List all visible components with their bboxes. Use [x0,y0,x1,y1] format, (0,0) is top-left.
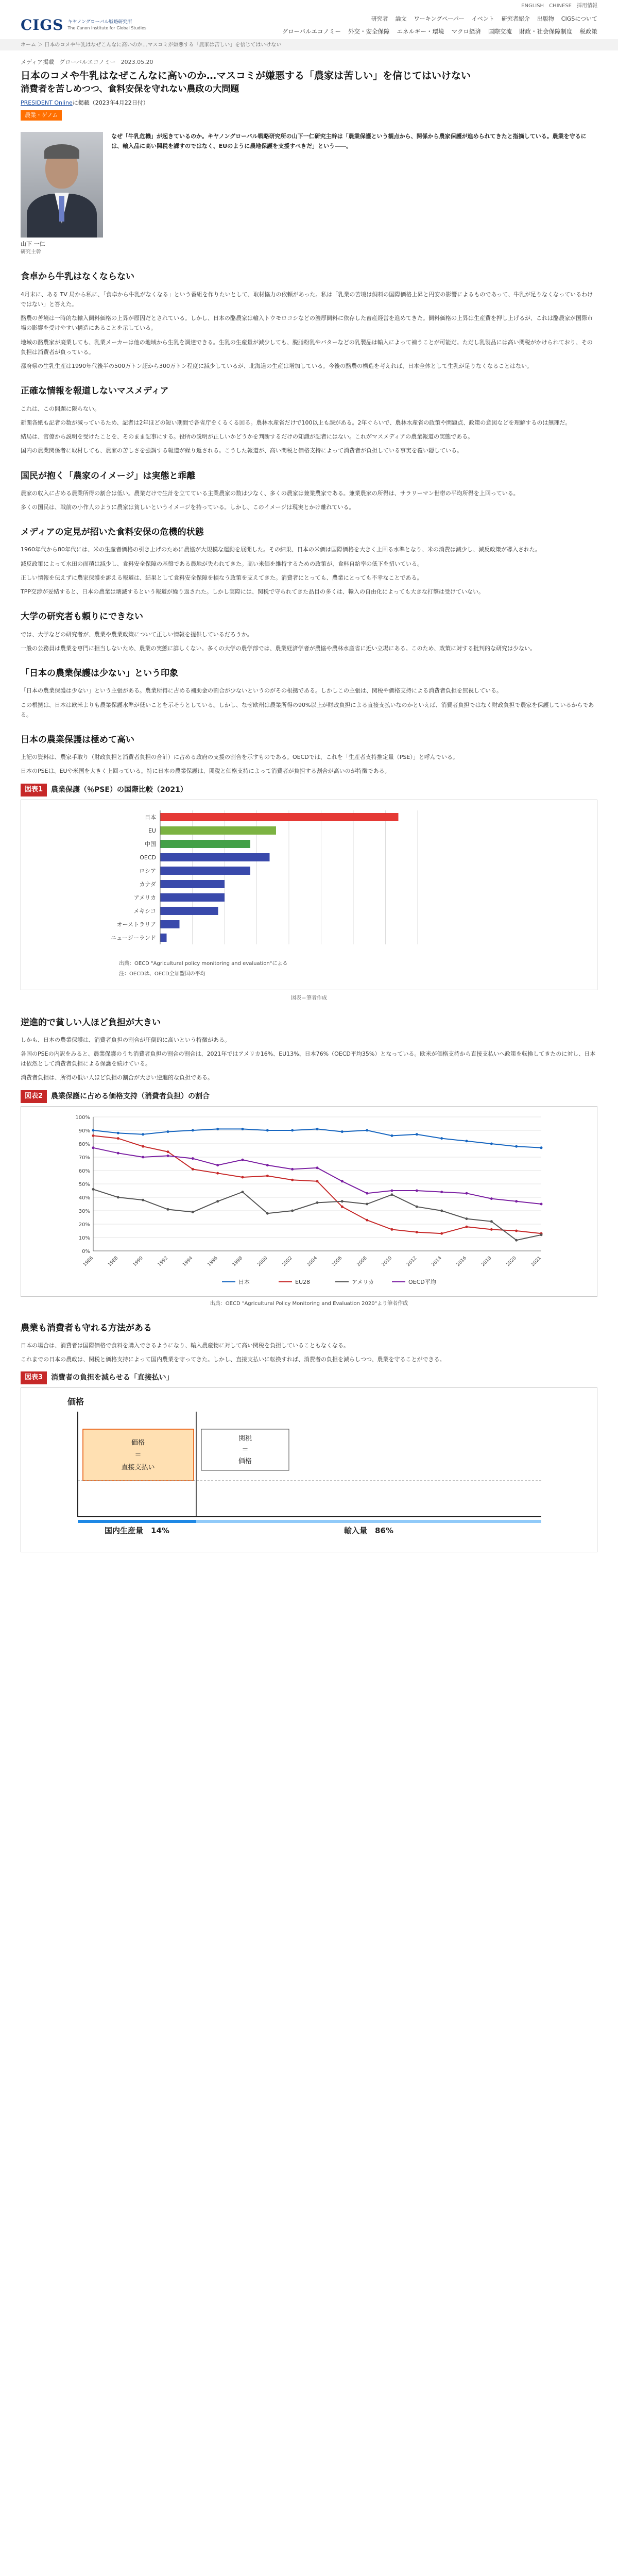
paragraph: 正しい情報を伝えずに農家保護を訴える報道は、結果として食料安全保障を損なう政策を支えてきた。消費者にとっても、農業にとっても不幸なことである。 [21,574,423,581]
x-tick-label: 1994 [182,1255,194,1267]
logo-text [68,20,147,31]
x-tick-label: 1990 [132,1255,144,1267]
data-point [515,1145,518,1147]
data-point [440,1137,443,1140]
data-point [117,1131,119,1134]
figure-1-note-1: 出典：OECD "Agricultural policy monitoring and evaluation"による [119,960,288,967]
logo-mark: CIGS [21,16,64,33]
data-point [440,1209,443,1212]
section-heading: 大学の研究者も頼りにできない [21,612,143,622]
top-links [0,0,618,9]
tariff-text: ＝ [242,1446,249,1454]
data-point [366,1202,368,1205]
paragraph: では、大学などの研究者が、農業や農業政策について正しい情報を提供しているだろうか。 [21,631,253,638]
x-tick-label: 1992 [157,1255,169,1267]
top-link-recruit[interactable]: 採用情報 [577,3,597,9]
paragraph: 1960年代から80年代には、米の生産者価格の引き上げのために農協が大規模な運動を展開した。その結果、日本の米価は国際価格を大きく上回る水準となり、米の消費は減少し、減反政策が導入された。 [21,546,541,553]
article-subtitle: 消費者を苦しめつつ、食料安保を守れない農政の大問題 [21,84,239,95]
article-meta [21,58,597,67]
nav-international[interactable]: 国際交流 [488,27,512,35]
logo-en: The Canon Institute for Global Studies [67,25,147,30]
article-body-b1 [21,1016,597,1083]
section-heading: 国民が抱く「農家のイメージ」は実態と乖離 [21,470,196,481]
category-label: EU [148,827,156,834]
paragraph: しかも、日本の農業保護は、消費者負担の割合が圧倒的に高いという特徴がある。 [21,1036,230,1043]
figure-1-label: 図表1 [21,784,47,796]
data-point [216,1172,219,1174]
data-point [540,1233,543,1236]
x-tick-label: 2006 [331,1255,344,1267]
data-point [515,1200,518,1202]
x-tick-label: 2008 [356,1255,368,1267]
category-label: メキシコ [133,907,156,914]
nav-working-papers[interactable]: ワーキングペーパー [414,15,465,22]
paragraph: 「日本の農業保護は少ない」という主張がある。農業所得に占める補助金の割合が少ないというのがその根拠である。しかしこの主張は、関税や価格支持による消費者負担を無視している。 [21,687,502,694]
y-tick-label: 30% [78,1208,90,1214]
section-heading: 「日本の農業保護は少ない」という印象 [21,668,178,679]
data-point [242,1176,244,1178]
data-point [490,1220,493,1223]
nav-researchers[interactable]: 研究者 [371,15,388,22]
y-tick-label: 60% [78,1168,90,1174]
data-point [416,1231,418,1233]
data-point [216,1127,219,1130]
x-tick-label: 2021 [530,1255,543,1267]
figure-1-title: 農業保護（％PSE）の国際比較（2021） [51,785,187,794]
data-point [366,1218,368,1221]
import-bar [196,1520,541,1523]
legend-label: 日本 [238,1278,250,1285]
section-heading: 逆進的で貧しい人ほど負担が大きい [21,1017,161,1028]
figure-3-caption [21,1371,597,1384]
x-tick-label: 1998 [231,1255,244,1267]
data-point [142,1133,144,1136]
x-tick-label: 2020 [505,1255,518,1267]
direct-payment-text: 価格 [131,1439,145,1447]
data-point [266,1129,269,1131]
category-label: カナダ [139,880,156,888]
data-point [216,1164,219,1166]
data-point [117,1151,119,1154]
data-point [316,1180,319,1182]
nav-tax[interactable]: 税政策 [579,27,597,35]
x-tick-label: 2016 [455,1255,468,1267]
y-tick-label: 70% [78,1155,90,1161]
price-support-line-chart [26,1112,592,1290]
paragraph: 農家の収入に占める農業所得の割合は低い。農業だけで生計を立てている主業農家の数は少なく、多くの農家は兼業農家である。兼業農家の所得は、サラリーマン世帯の平均所得を上回っている。 [21,489,519,497]
bar [160,907,218,915]
figure-3-title: 消費者の負担を減らせる「直接払い」 [51,1374,174,1382]
section-heading: 食卓から牛乳はなくならない [21,272,134,282]
data-point [391,1134,393,1137]
y-tick-label: 50% [78,1181,90,1188]
pse-bar-chart [26,805,592,955]
data-point [416,1133,418,1136]
nav-energy[interactable]: エネルギー・環境 [397,27,444,35]
nav-publications[interactable]: 出版物 [537,15,554,22]
y-tick-label: 80% [78,1141,90,1147]
nav-papers[interactable]: 論文 [395,15,407,22]
nav-events[interactable]: イベント [471,15,494,22]
breadcrumb[interactable]: ホーム ＞ 日本のコメや牛乳はなぜこんなに高いのか…マスコミが嫌悪する「農家は苦しい」を信じてはいけない [0,39,618,50]
data-point [466,1225,468,1228]
bar [160,934,167,942]
y-tick-label: 90% [78,1128,90,1134]
figure-1-caption [21,784,597,796]
y-tick-label: 100% [75,1114,90,1121]
site-logo[interactable] [21,14,175,37]
x-tick-label: 2004 [306,1255,319,1267]
nav-researcher-profiles[interactable]: 研究者紹介 [501,15,530,22]
bar [160,893,225,902]
data-point [291,1129,294,1131]
data-point [142,1156,144,1158]
data-point [242,1158,244,1161]
x-tick-label: 1988 [107,1255,119,1267]
data-point [192,1157,194,1160]
data-point [540,1146,543,1149]
category-label: ニュージーランド [111,934,156,941]
article-source [21,98,597,108]
paragraph: TPP交渉が妥結すると、日本の農業は壊滅するという報道が繰り返された。しかし実際には、関税で守られてきた品目の多くは、輸入の自由化によっても大きな打撃は受けていない。 [21,588,484,596]
data-point [391,1189,393,1192]
data-point [440,1191,443,1193]
data-point [117,1137,119,1140]
topic-tag[interactable]: 農業・ゲノム [21,110,62,121]
figure-1-note-2: 注：OECDは、OECD全加盟国の平均 [119,971,205,977]
data-point [316,1166,319,1169]
topic-nav [282,27,597,36]
x-tick-label: 2018 [480,1255,493,1267]
data-point [316,1201,319,1204]
data-point [490,1142,493,1145]
paragraph: この根拠は、日本は欧米よりも農業保護水準が低いことを示そうとしている。しかし、なぜ欧州は農業所得の90%以上が財政負担による直接支払いなのかといえば、消費者負担ではなく財政負担で農家を保護しているからである。 [21,701,594,718]
data-point [391,1193,393,1196]
category-label: 日本 [145,814,156,821]
source-link[interactable]: PRESIDENT Online [21,99,73,106]
section-heading: 日本の農業保護は極めて高い [21,735,134,745]
paragraph: 減反政策によって水田の面積は減少し、食料安全保障の基盤である農地が失われてきた。高い米価を維持するための政策が、食料自給率の低下を招いている。 [21,560,423,567]
data-point [92,1188,95,1190]
article-body-b2 [21,1321,597,1365]
domestic-label: 国内生産量 14% [105,1526,169,1535]
paragraph: 一般の公務員は農業を専門に担当しないため、農業の実態に詳しくない。多くの大学の農学部では、農業経済学者が農協や農林水産省に近い立場にある。このため、政策に対する批判的な研究は少ない。 [21,645,536,652]
paragraph: 地域の酪農家が廃業しても、乳業メーカーは他の地域から生乳を調達できる。生乳の生産量が減少しても、脱脂粉乳やバターなどの乳製品は輸入によって補うことが可能だ。ただし乳製品には高い関税がかけられており、その負担は消費者が負っている。 [21,338,593,355]
nav-about[interactable]: CIGSについて [561,15,597,22]
data-point [391,1228,393,1230]
paragraph: これは、この問題に限らない。 [21,405,100,412]
category-label: アメリカ [133,894,156,901]
direct-payment-text: ＝ [134,1451,142,1459]
category-label: オーストラリア [116,921,156,928]
direct-payment-text: 直接支払い [121,1464,155,1471]
data-point [192,1211,194,1213]
import-label: 輸入量 86% [344,1526,393,1535]
article-body-a [21,270,597,776]
series-line [93,1136,541,1233]
data-point [490,1197,493,1200]
primary-nav [371,14,597,24]
paragraph: 各国のPSEの内訳をみると、農業保護のうち消費者負担の割合の割合は、2021年ではアメリカ16%、EU13%、日本76%（OECD平均35%）となっている。欧米が価格支持から直接支払いへ政策を転換してきたのに対し、日本は依然として消費者負担による保護を続けている。 [21,1050,596,1067]
figure-2 [21,1106,597,1297]
data-point [142,1198,144,1201]
nav-diplomacy[interactable]: 外交・安全保障 [348,27,390,35]
site-header [0,9,618,39]
section-heading: 正確な情報を報道しないマスメディア [21,386,169,397]
data-point [291,1167,294,1170]
data-point [92,1129,95,1131]
legend-label: アメリカ [352,1278,374,1285]
data-point [341,1200,344,1202]
nav-macro[interactable]: マクロ経済 [451,27,481,35]
series-line [93,1147,541,1204]
x-tick-label: 1986 [82,1255,95,1267]
x-tick-label: 2010 [381,1255,393,1267]
bar [160,813,399,821]
data-point [242,1127,244,1130]
diagram-y-label: 価格 [67,1397,84,1406]
data-point [291,1178,294,1181]
bar [160,880,225,888]
paragraph: これまでの日本の農政は、関税と価格支持によって国内農業を守ってきた。しかし、直接支払いに転換すれば、消費者の負担を減らしつつ、農業を守ることができる。 [21,1355,445,1363]
article-title: 日本のコメや牛乳はなぜこんなに高いのか…マスコミが嫌悪する「農家は苦しい」を信じてはいけない [21,70,471,81]
author-photo [21,132,103,238]
author-title: 研究主幹 [21,249,41,256]
data-point [540,1202,543,1205]
series-line [93,1189,541,1240]
data-point [316,1127,319,1130]
figure-2-caption [21,1090,597,1103]
paragraph: 都府県の生乳生産は1990年代後半の500万トン超から300万トン程度に減少しているが、北海道の生産は増加している。今後の酪農の構造を考えれば、日本全体として生乳が足りなくなることはない。 [21,363,533,370]
direct-payment-diagram [26,1393,592,1548]
data-point [466,1192,468,1194]
data-point [466,1217,468,1220]
data-point [416,1189,418,1192]
data-point [341,1130,344,1133]
x-tick-label: 2014 [431,1255,443,1267]
source-rest: に掲載（2023年4月22日付） [72,99,149,106]
figure-2-label: 図表2 [21,1090,47,1103]
data-point [142,1145,144,1147]
data-point [291,1209,294,1212]
bar [160,840,250,848]
figure-3-label: 図表3 [21,1371,47,1384]
figure-2-source: 出典：OECD "Agricultural Policy Monitoring and Evaluation 2020"より筆者作成 [210,1300,408,1307]
y-tick-label: 0% [82,1248,90,1255]
series-line [93,1129,541,1147]
paragraph: 上記の資料は、農家手取り（財政負担と消費者負担の合計）に占める政府の支援の割合を示すものである。OECDでは、これを「生産者支持推定量（PSE）」と呼んでいる。 [21,754,458,761]
bar [160,826,276,835]
paragraph: 日本のPSEは、EUや米国を大きく上回っている。特に日本の農業保護は、関税と価格支持によって消費者が負担する割合が高いのが特徴である。 [21,768,390,775]
figure-1 [21,800,597,990]
data-point [266,1212,269,1214]
data-point [515,1239,518,1241]
top-link-english[interactable]: ENGLISH [521,3,544,9]
figure-1-credit: 図表＝筆者作成 [291,995,327,1001]
author-name[interactable]: 山下 一仁 [21,240,45,247]
data-point [266,1164,269,1166]
category-label: ロシア [139,867,156,874]
paragraph: 日本の場合は、消費者は国際価格で食料を購入できるようになり、輸入農産物に対して高い関税を負担していることもなくなる。 [21,1342,349,1349]
section-heading: メディアの定見が招いた食料安保の危機的状態 [21,527,204,538]
data-point [242,1191,244,1193]
data-point [366,1129,368,1131]
data-point [216,1200,219,1202]
legend-label: OECD平均 [408,1278,436,1285]
data-point [341,1205,344,1208]
paragraph: 4月末に、ある TV 局から私に、「食卓から牛乳がなくなる」という番組を作りたいとして、取材協力の依頼があった。私は「乳業の苦境は飼料の国際価格上昇と円安の影響によるものであって、牛乳が足りなくなっているわけではない」と答えた。 [21,291,593,308]
tariff-text: 価格 [238,1458,252,1465]
paragraph: 酪農の苦境は一時的な輸入飼料価格の上昇が原因だとされている。しかし、日本の酪農家は輸入トウモロコシなどの濃厚飼料に依存した畜産経営を進めてきた。飼料価格の上昇は生産費を押し上げるが、これは酪農家が国際市場の影響を受けやすい構造にあることを示している。 [21,315,593,332]
paragraph: 国内の農業関係者に取材しても、農家の苦しさを強調する報道が繰り返される。こうした報道が、高い関税と価格支持によって消費者が負担している事実を覆い隠している。 [21,447,462,454]
data-point [192,1167,194,1170]
x-tick-label: 1996 [207,1255,219,1267]
data-point [167,1130,169,1133]
data-point [92,1134,95,1137]
meta-date: 2023.05.20 [121,59,153,65]
data-point [341,1180,344,1182]
paragraph: 消費者負担は、所得の低い人ほど負担の割合が大きい逆進的な負担である。 [21,1074,213,1081]
data-point [266,1174,269,1177]
bar [160,853,270,861]
data-point [92,1146,95,1149]
figure-3 [21,1387,597,1552]
nav-fiscal[interactable]: 財政・社会保障制度 [519,27,573,35]
data-point [366,1192,368,1194]
data-point [515,1229,518,1232]
y-tick-label: 20% [78,1222,90,1228]
x-tick-label: 2002 [281,1255,294,1267]
intro-text: なぜ「牛乳危機」が起きているのか。キヤノングローバル戦略研究所の山下一仁研究主幹は「農業保護という観点から、関係から農家保護が進められてきたと指摘している。農業を守るには、輸入品に高い関税を課すのではなく、EUのように農地保護を支援すべきだ」という――。 [111,132,587,149]
article [0,50,618,1552]
y-tick-label: 40% [78,1195,90,1201]
data-point [167,1208,169,1210]
figure-2-title: 農業保護に占める価格支持（消費者負担）の割合 [51,1092,210,1100]
paragraph: 結局は、官僚から説明を受けたことを、そのまま記事にする。役所の説明が正しいかどうかを判断するだけの知識が記者にはない。これがマスメディアの農業報道の実態である。 [21,433,474,440]
logo-name: キヤノングローバル戦略研究所 [67,19,132,25]
tariff-text: 関税 [238,1435,252,1443]
category-label: OECD [140,854,156,861]
x-tick-label: 2000 [256,1255,269,1267]
nav-global-economy[interactable]: グローバルエコノミー [282,27,341,35]
data-point [490,1228,493,1230]
x-tick-label: 2012 [406,1255,418,1267]
data-point [416,1205,418,1208]
data-point [466,1140,468,1142]
bar [160,920,180,928]
section-heading: 農業も消費者も守れる方法がある [21,1323,152,1333]
data-point [167,1154,169,1157]
y-tick-label: 10% [78,1235,90,1241]
data-point [117,1196,119,1198]
legend-label: EU28 [295,1278,310,1285]
paragraph: 多くの国民は、戦前の小作人のように農家は貧しいというイメージを持っている。しかし、このイメージは現実とかけ離れている。 [21,503,355,511]
top-link-chinese[interactable]: CHINESE [549,3,572,9]
paragraph: 新聞各紙も記者の数が減っているため、記者は2年ほどの短い期間で各省庁をくるくる回る。農林水産省だけで100以上も課がある。2年ぐらいで、農林水産省の政策や問題点、政策の意図などを理解するのは無理だ。 [21,419,571,426]
meta-category[interactable]: メディア掲載 [21,59,55,65]
domestic-bar [78,1520,196,1523]
data-point [440,1232,443,1234]
article-intro [21,132,597,257]
data-point [167,1150,169,1153]
meta-sub[interactable]: グローバルエコノミー [59,59,116,65]
bar [160,867,250,875]
category-label: 中国 [145,840,156,848]
author-card [21,132,103,257]
data-point [192,1129,194,1131]
